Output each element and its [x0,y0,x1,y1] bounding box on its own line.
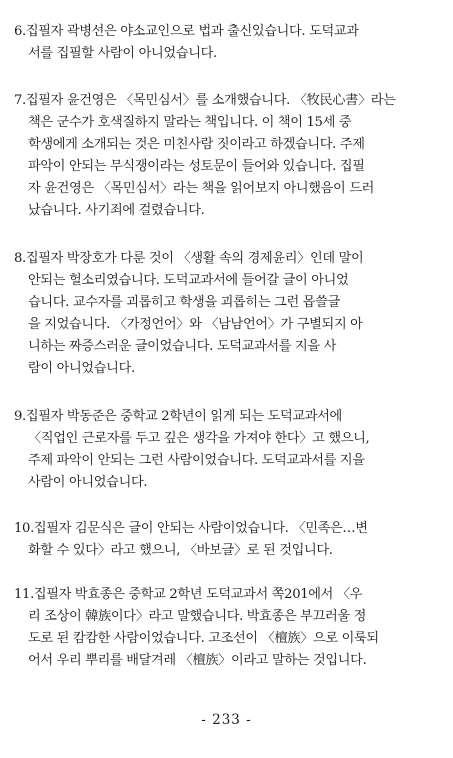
item-8-line-4: 을 지었습니다. 〈가정언어〉와 〈남남언어〉가 구별되지 아 [28,317,363,332]
item-9-line-4: 사람이 아니었습니다. [28,475,148,490]
item-8-line-5: 니하는 짜증스러운 글이었습니다. 도덕교과서를 지을 사 [28,339,336,354]
item-7-line-5: 자 윤건영은 〈목민심서〉라는 책을 읽어보지 아니했음이 드러 [28,181,375,196]
item-8-line-1: 8.집필자 박장호가 다룬 것이 〈생활 속의 경제윤리〉인데 말이 [14,251,364,266]
item-11-line-4: 어서 우리 뿌리를 배달겨레 〈檀族〉이라고 말하는 것입니다. [28,653,367,668]
item-6-line-2: 서를 집필할 사람이 아니었습니다. [28,46,217,61]
list-item-10 [14,518,442,562]
item-7-line-1: 7.집필자 윤건영은 〈목민심서〉를 소개했습니다. 〈牧民心書〉라는 [14,93,396,108]
list-item-6 [14,21,442,65]
list-item-9 [14,406,442,494]
item-8-line-6: 람이 아니었습니다. [28,361,135,376]
item-7-line-4: 파악이 안되는 무식쟁이라는 성토문이 들어와 있습니다. 집필 [28,159,365,174]
item-8-line-2: 안되는 헐소리였습니다. 도덕교과서에 들어갈 글이 아니었 [28,273,349,288]
item-11-line-3: 도로 된 캄캄한 사람이었습니다. 고조선이 〈檀族〉으로 이룩되 [28,631,379,646]
item-9-line-1: 9.집필자 박동준은 중학교 2학년이 읽게 되는 도덕교과서에 [14,409,342,424]
page-number: - 233 - [201,712,252,728]
item-10-line-2: 화할 수 있다〉라고 했으니, 〈바보글〉로 된 것입니다. [28,543,333,558]
item-6-line-1: 6.집필자 곽병선은 야소교인으로 법과 출신있습니다. 도덕교과 [14,24,359,39]
item-10-line-1: 10.집필자 김문식은 글이 안되는 사람이었습니다. 〈민족은…변 [14,521,368,536]
item-7-line-6: 났습니다. 사기죄에 걸렸습니다. [28,203,205,218]
item-8-line-3: 습니다. 교수자를 괴롭히고 학생을 괴롭히는 그런 몹쓸글 [28,295,340,310]
list-item-7 [14,90,442,222]
item-11-line-2: 리 조상이 韓族이다〉라고 말했습니다. 박효종은 부끄러울 정 [28,609,366,624]
list-item-8 [14,248,442,380]
item-9-line-2: 〈직업인 근로자를 두고 깊은 생각을 가져야 한다〉고 했으니, [28,431,370,446]
item-11-line-1: 11.집필자 박효종은 중학교 2학년 도덕교과서 쪽201에서 〈우 [14,587,363,602]
item-9-line-3: 주제 파악이 안되는 그런 사람이었습니다. 도덕교과서를 지을 [28,453,365,468]
item-7-line-3: 학생에게 소개되는 것은 미친사람 짓이라고 하겠습니다. 주제 [28,137,365,152]
list-item-11 [14,584,442,672]
item-7-line-2: 책은 군수가 호색질하지 말라는 책입니다. 이 책이 15세 중 [28,115,352,130]
